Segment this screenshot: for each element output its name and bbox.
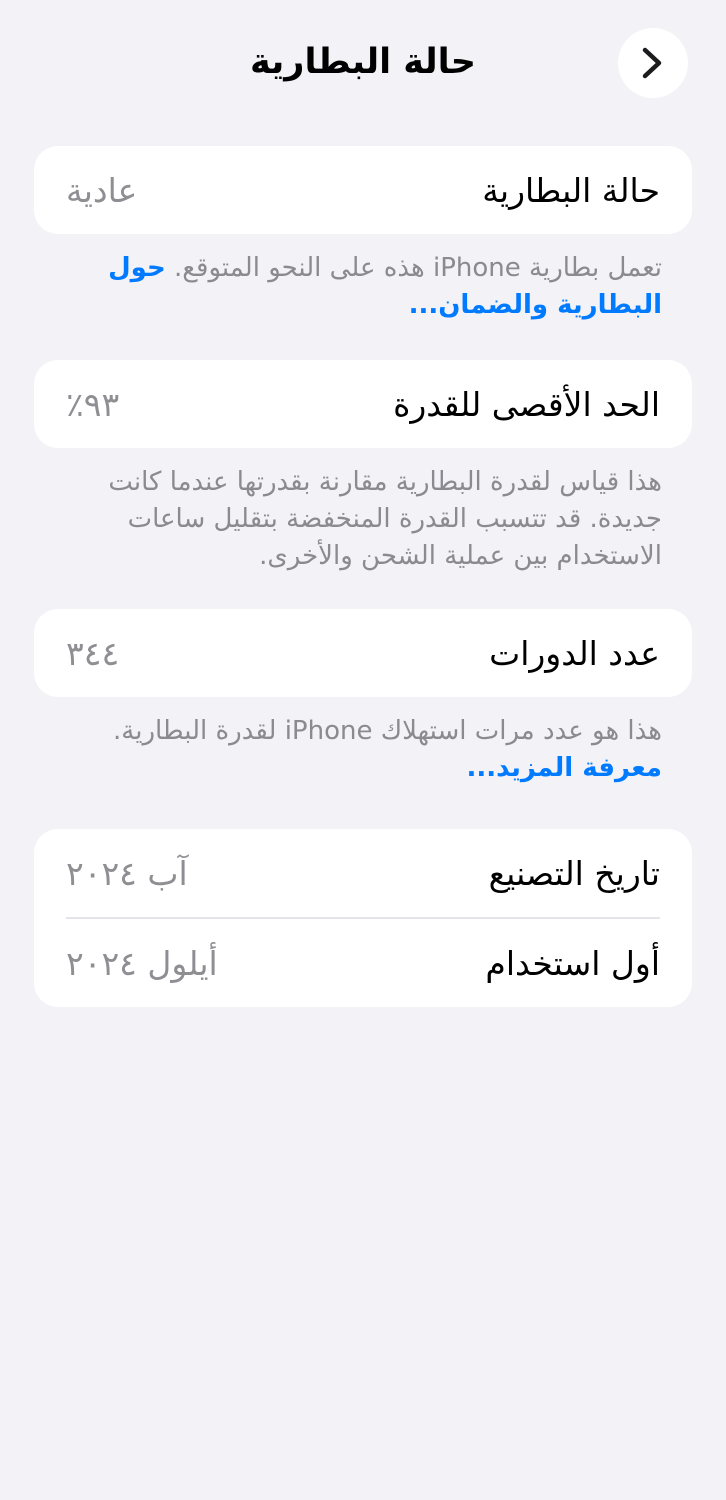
- row-label: أول استخدام: [485, 943, 660, 983]
- row-label: الحد الأقصى للقدرة: [393, 384, 660, 424]
- cycle-count-row: [34, 609, 692, 697]
- footnote-text: هذا هو عدد مرات استهلاك iPhone لقدرة البطارية.: [113, 716, 662, 746]
- page-title: حالة البطارية: [249, 42, 477, 82]
- content: [0, 146, 726, 1007]
- card: [34, 360, 692, 448]
- battery-health-row: [34, 146, 692, 234]
- manufacture-date-row: [34, 829, 692, 917]
- row-value: ٩٣٪: [66, 384, 120, 424]
- footnote: [64, 713, 662, 787]
- row-label: حالة البطارية: [482, 170, 660, 210]
- card: [34, 146, 692, 234]
- section-battery-health: [34, 146, 692, 324]
- learn-more-link[interactable]: معرفة المزيد...: [466, 753, 662, 783]
- section-dates: [34, 829, 692, 1007]
- card: [34, 609, 692, 697]
- footnote: [64, 464, 662, 575]
- row-label: عدد الدورات: [489, 633, 660, 673]
- row-value: عادية: [66, 170, 138, 210]
- row-label: تاريخ التصنيع: [488, 853, 660, 893]
- section-maximum-capacity: [34, 360, 692, 575]
- footnote-text: هذا قياس لقدرة البطارية مقارنة بقدرتها عندما كانت جديدة. قد تتسبب القدرة المنخفضة بتقليل ساعات الاستخدام بين عملية الشحن والأخرى.: [108, 467, 662, 571]
- row-value: أيلول ٢٠٢٤: [66, 943, 218, 983]
- first-use-row: [34, 919, 692, 1007]
- row-value: ٣٤٤: [66, 633, 120, 673]
- footnote-text: تعمل بطارية iPhone هذه على النحو المتوقع.: [165, 253, 662, 283]
- nav-header: [0, 0, 726, 98]
- footnote: [64, 250, 662, 324]
- section-cycle-count: [34, 609, 692, 787]
- maximum-capacity-row: [34, 360, 692, 448]
- card: [34, 829, 692, 1007]
- about-battery-warranty-link[interactable]: حول البطارية والضمان...: [108, 253, 662, 320]
- row-value: آب ٢٠٢٤: [66, 853, 188, 893]
